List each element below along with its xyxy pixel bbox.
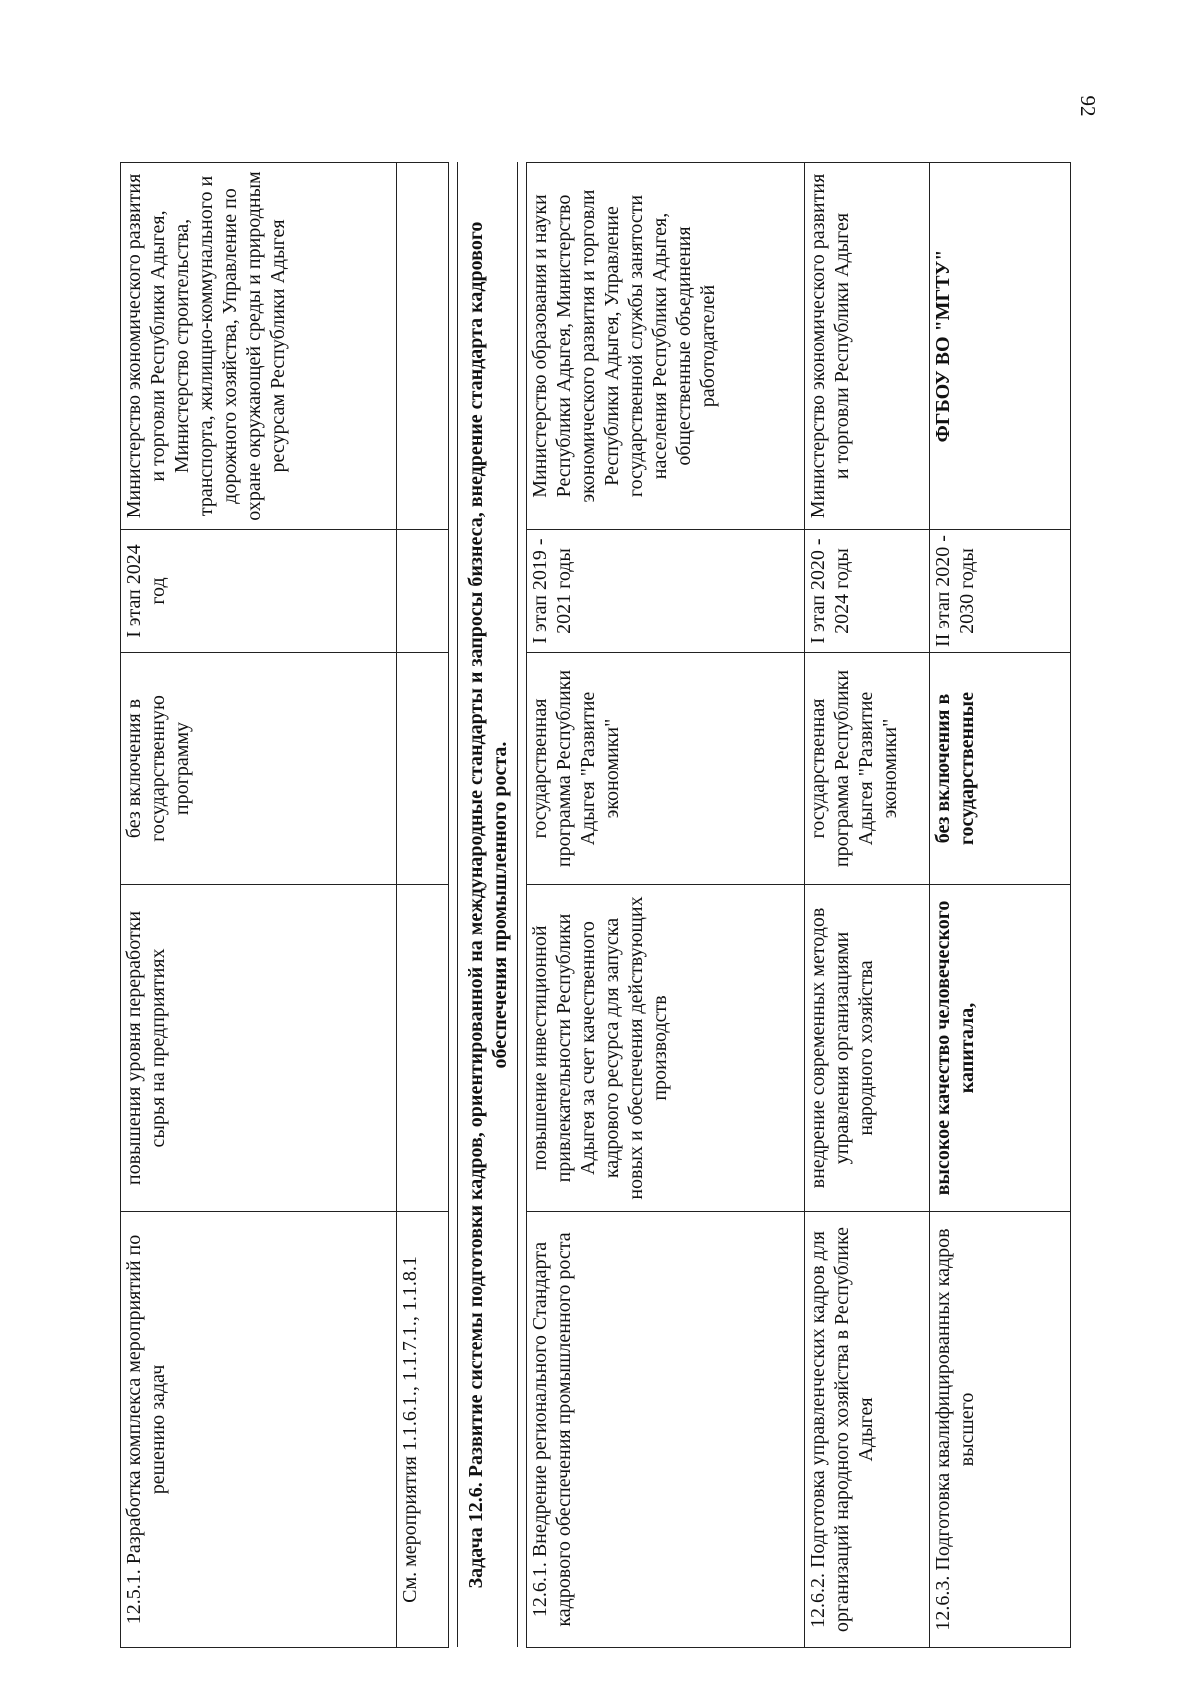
period-cell: I этап 2024 год [121, 530, 397, 653]
table-row [121, 163, 397, 1648]
source-cell [397, 653, 449, 885]
table-row [527, 163, 805, 1648]
measure-cell: 12.5.1. Разработка комплекса мероприятий по решению задач [121, 1212, 397, 1648]
result-cell: высокое качество человеческого капитала, [930, 885, 1071, 1212]
result-cell: внедрение современных методов управления организациями народного хозяйства [805, 885, 930, 1212]
period-cell: I этап 2020 - 2024 годы [805, 530, 930, 653]
result-cell: повышение инвестиционной привлекательности Республики Адыгея за счет качественного кадрового ресурса для запуска новых и обеспечения действующих производств [527, 885, 805, 1212]
table-row [930, 163, 1071, 1648]
result-cell [397, 885, 449, 1212]
measure-cell: 12.6.1. Внедрение регионального Стандарта кадрового обеспечения промышленного роста [527, 1212, 805, 1648]
task-heading-row [458, 163, 518, 1648]
measure-cell: 12.6.2. Подготовка управленческих кадров для организаций народного хозяйства в Республике Адыгея [805, 1212, 930, 1648]
executor-cell: Министерство экономического развития и торговли Республики Адыгея [805, 163, 930, 530]
result-cell: повышения уровня переработки сырья на предприятиях [121, 885, 397, 1212]
executor-cell: Министерство экономического развития и торговли Республики Адыгея, Министерство строительства, транспорта, жилищно-коммунального и дорожного хозяйства, Управление по охране окружающей среды и природным ресурсам Республики Адыгея [121, 163, 397, 530]
task-text: Развитие системы подготовки кадров, ориентированной на международные стандарты и запросы бизнеса, внедрение стандарта кадрового обеспечения промышленного роста. [464, 221, 511, 1478]
page-number: 92 [1076, 95, 1101, 117]
source-cell: без включения в государственную программу [121, 653, 397, 885]
period-cell [397, 530, 449, 653]
task-heading [458, 163, 518, 1648]
period-cell: I этап 2019 - 2021 годы [527, 530, 805, 653]
period-cell: II этап 2020 - 2030 годы [930, 530, 1071, 653]
executor-cell: Министерство образования и науки Республики Адыгея, Министерство экономического развития и торговли Республики Адыгея, Управление государственной службы занятости населения Республики Адыгея, общественные объединения работодателей [527, 163, 805, 530]
source-cell: без включения в государственные [930, 653, 1071, 885]
source-cell: государственная программа Республики Адыгея "Развитие экономики" [527, 653, 805, 885]
task-label: Задача 12.6. [464, 1482, 487, 1589]
source-cell: государственная программа Республики Адыгея "Развитие экономики" [805, 653, 930, 885]
measures-table [120, 162, 1071, 1648]
executor-cell: ФГБОУ ВО "МГТУ" [930, 163, 1071, 530]
measure-cell: 12.6.3. Подготовка квалифицированных кадров высшего [930, 1212, 1071, 1648]
table-row [397, 163, 449, 1648]
table-row [805, 163, 930, 1648]
rotated-table-area [120, 163, 1070, 1648]
executor-cell [397, 163, 449, 530]
measure-cell: См. мероприятия 1.1.6.1., 1.1.7.1., 1.1.8.1 [397, 1212, 449, 1648]
